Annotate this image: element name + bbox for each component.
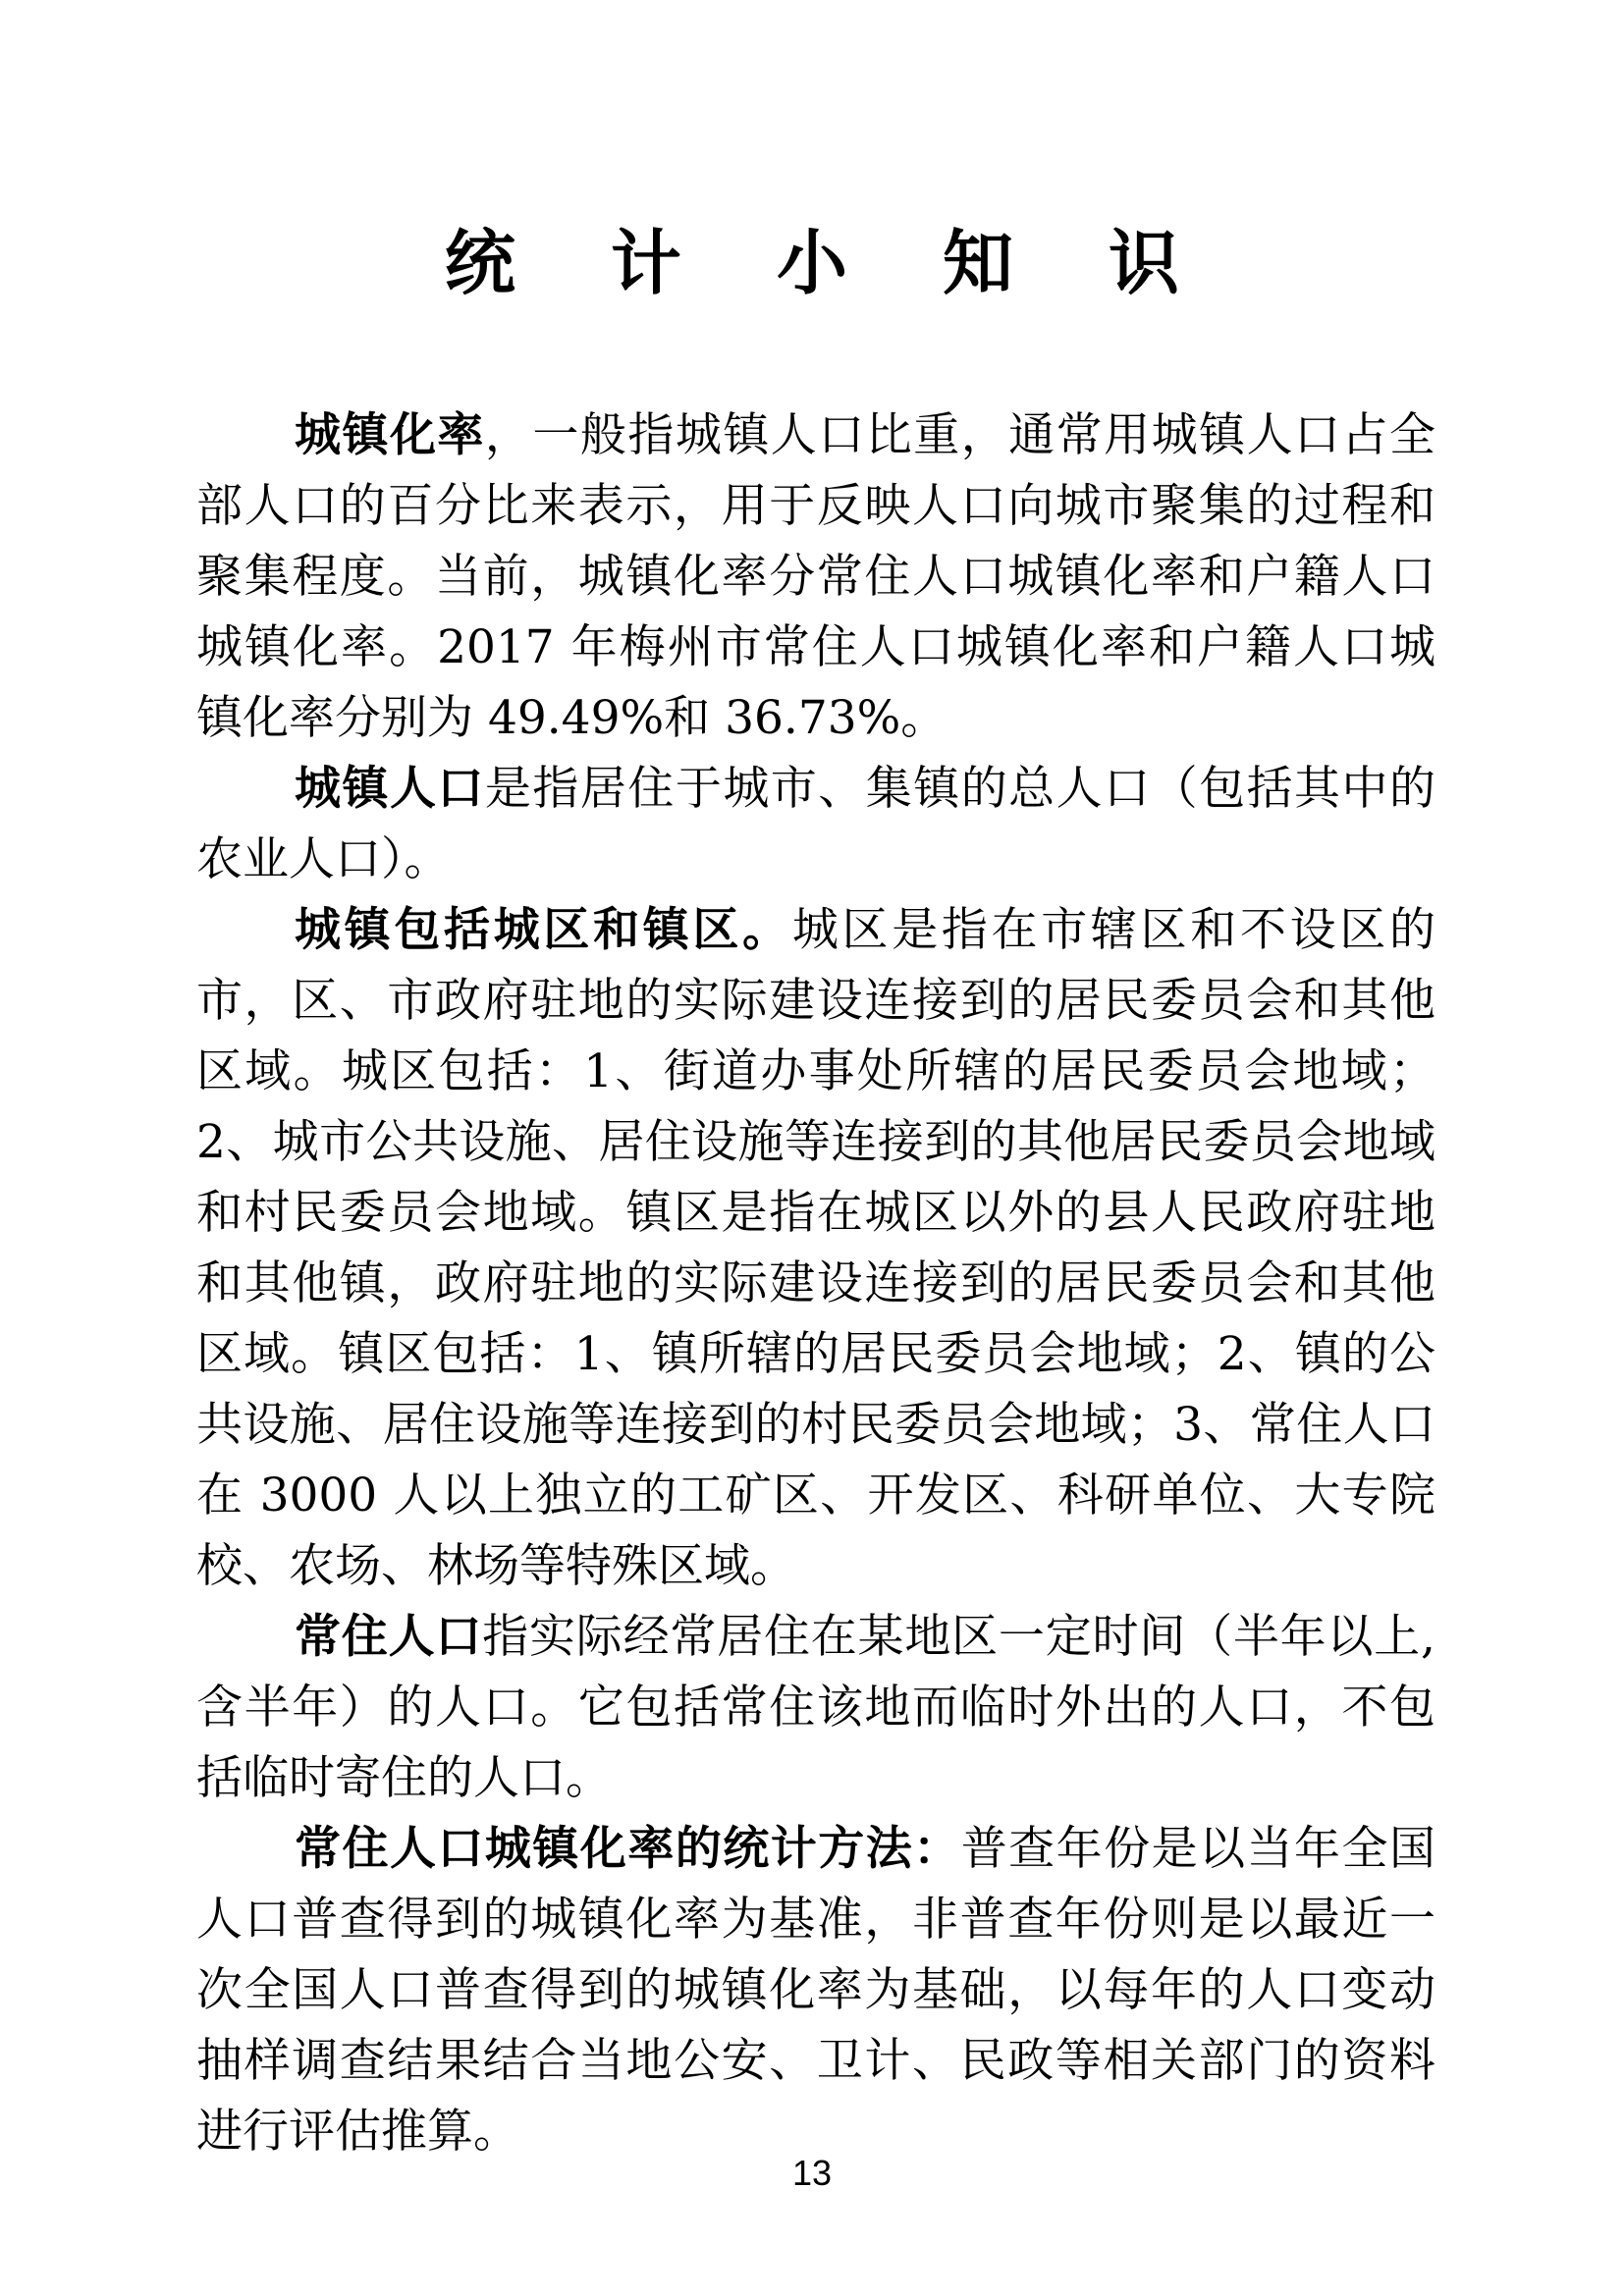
paragraph-text: ，一般指城镇人口比重，通常用城镇人口占全部人口的百分比来表示，用于反映人口向城市聚集的过程和聚集程度。当前，城镇化率分常住人口城镇化率和户籍人口城镇化率。2017 年梅州市常住人口城镇化率和户籍人口城镇化率分别为 49.49%和 36.73%。: [196, 408, 1436, 745]
term-heading: 常住人口: [295, 1610, 483, 1664]
term-heading: 城镇化率: [295, 408, 485, 462]
paragraph-text: 指实际经常居住在某地区一定时间（半年以上,含半年）的人口。它包括常住该地而临时外出的人口，不包括临时寄住的人口。: [196, 1610, 1435, 1805]
term-heading: 常住人口城镇化率的统计方法：: [295, 1822, 961, 1876]
paragraph-resident-population: [196, 1602, 1435, 1814]
page-number: 13: [791, 2153, 833, 2193]
paragraph-urban-areas: [196, 895, 1435, 1602]
term-heading: 城镇包括城区和镇区。: [295, 903, 792, 957]
paragraph-text: 城区是指在市辖区和不设区的市，区、市政府驻地的实际建设连接到的居民委员会和其他区域。城区包括：1、街道办事处所辖的居民委员会地域；2、城市公共设施、居住设施等连接到的其他居民委员会地域和村民委员会地域。镇区是指在城区以外的县人民政府驻地和其他镇，政府驻地的实际建设连接到的居民委员会和其他区域。镇区包括：1、镇所辖的居民委员会地域；2、镇的公共设施、居住设施等连接到的村民委员会地域；3、常住人口在 3000 人以上独立的工矿区、开发区、科研单位、大专院校、农场、林场等特殊区域。: [196, 903, 1436, 1593]
term-heading: 城镇人口: [295, 762, 485, 816]
paragraph-statistical-method: [196, 1814, 1435, 2167]
page-title: 统 计 小 知 识: [444, 221, 1216, 304]
paragraph-urbanization-rate: [196, 400, 1435, 754]
paragraph-urban-population: [196, 754, 1435, 895]
body-text: [196, 400, 1435, 2167]
paragraph-text: 普查年份是以当年全国人口普查得到的城镇化率为基准，非普查年份则是以最近一次全国人口普查得到的城镇化率为基础，以每年的人口变动抽样调查结果结合当地公安、卫计、民政等相关部门的资料进行评估推算。: [196, 1822, 1436, 2159]
paragraph-text: 是指居住于城市、集镇的总人口（包括其中的农业人口）。: [196, 762, 1436, 886]
